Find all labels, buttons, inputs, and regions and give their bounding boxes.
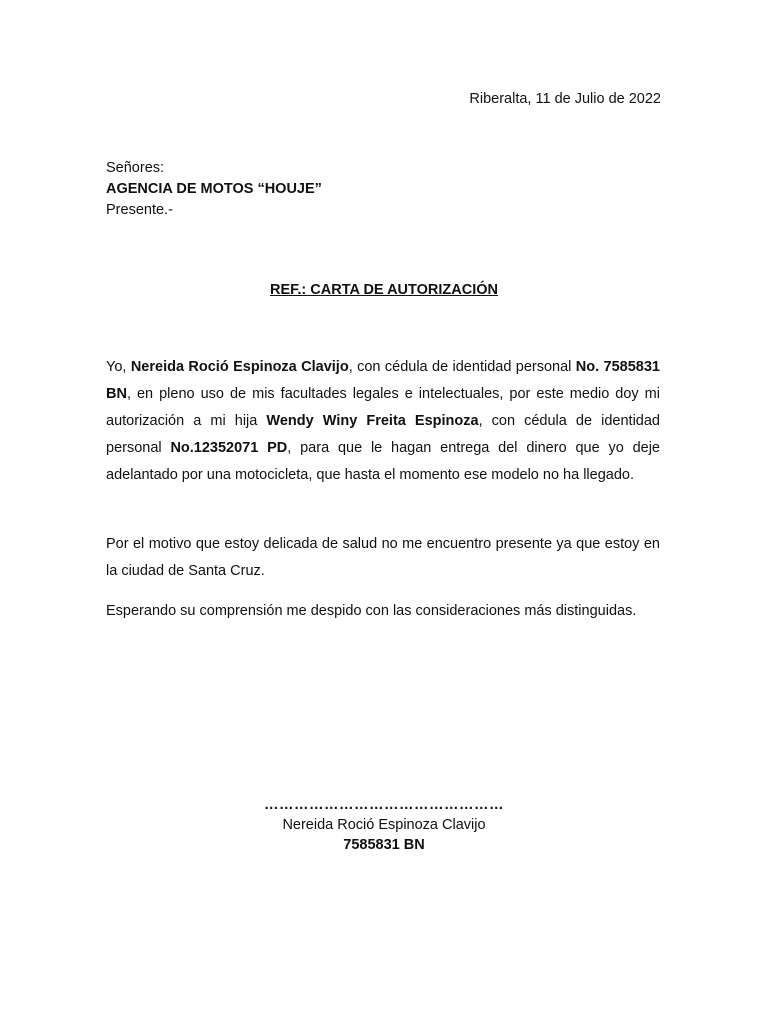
authorization-paragraph xyxy=(106,354,660,489)
signature-block xyxy=(0,795,768,855)
authorized-name: Wendy Winy Freita Espinoza xyxy=(266,413,479,429)
text-run: Yo, xyxy=(106,359,131,375)
signature-line: ………………………………………… xyxy=(264,797,504,813)
signatory-id: 7585831 BN xyxy=(343,837,425,853)
presente-line: Presente.- xyxy=(106,202,173,218)
closing-paragraph: Esperando su comprensión me despido con las consideraciones más distinguidas. xyxy=(106,603,637,619)
text-run: , para que le hagan entrega del dinero que yo deje adelantado por una motocicleta, que hasta el momento ese modelo no ha llegado. xyxy=(106,440,660,483)
signatory-name: Nereida Roció Espinoza Clavijo xyxy=(282,817,486,833)
grantor-id: No. 7585831 BN xyxy=(106,359,660,402)
letter-date: Riberalta, 11 de Julio de 2022 xyxy=(469,91,661,107)
text-run: , con cédula de identidad personal xyxy=(348,359,576,375)
salutation: Señores: xyxy=(106,160,165,176)
text-run: , en pleno uso de mis facultades legales e intelectuales, por este medio doy mi autorización a mi hija xyxy=(106,386,660,429)
reference-heading: REF.: CARTA DE AUTORIZACIÓN xyxy=(270,282,498,298)
text-run: , con cédula de identidad personal xyxy=(106,413,660,456)
recipient-name: AGENCIA DE MOTOS “HOUJE” xyxy=(106,181,322,197)
reason-paragraph: Por el motivo que estoy delicada de salud no me encuentro presente ya que estoy en la ciudad de Santa Cruz. xyxy=(106,536,660,579)
authorized-id: No.12352071 PD xyxy=(170,440,288,456)
recipient-block xyxy=(106,158,322,221)
grantor-name: Nereida Roció Espinoza Clavijo xyxy=(130,359,349,375)
